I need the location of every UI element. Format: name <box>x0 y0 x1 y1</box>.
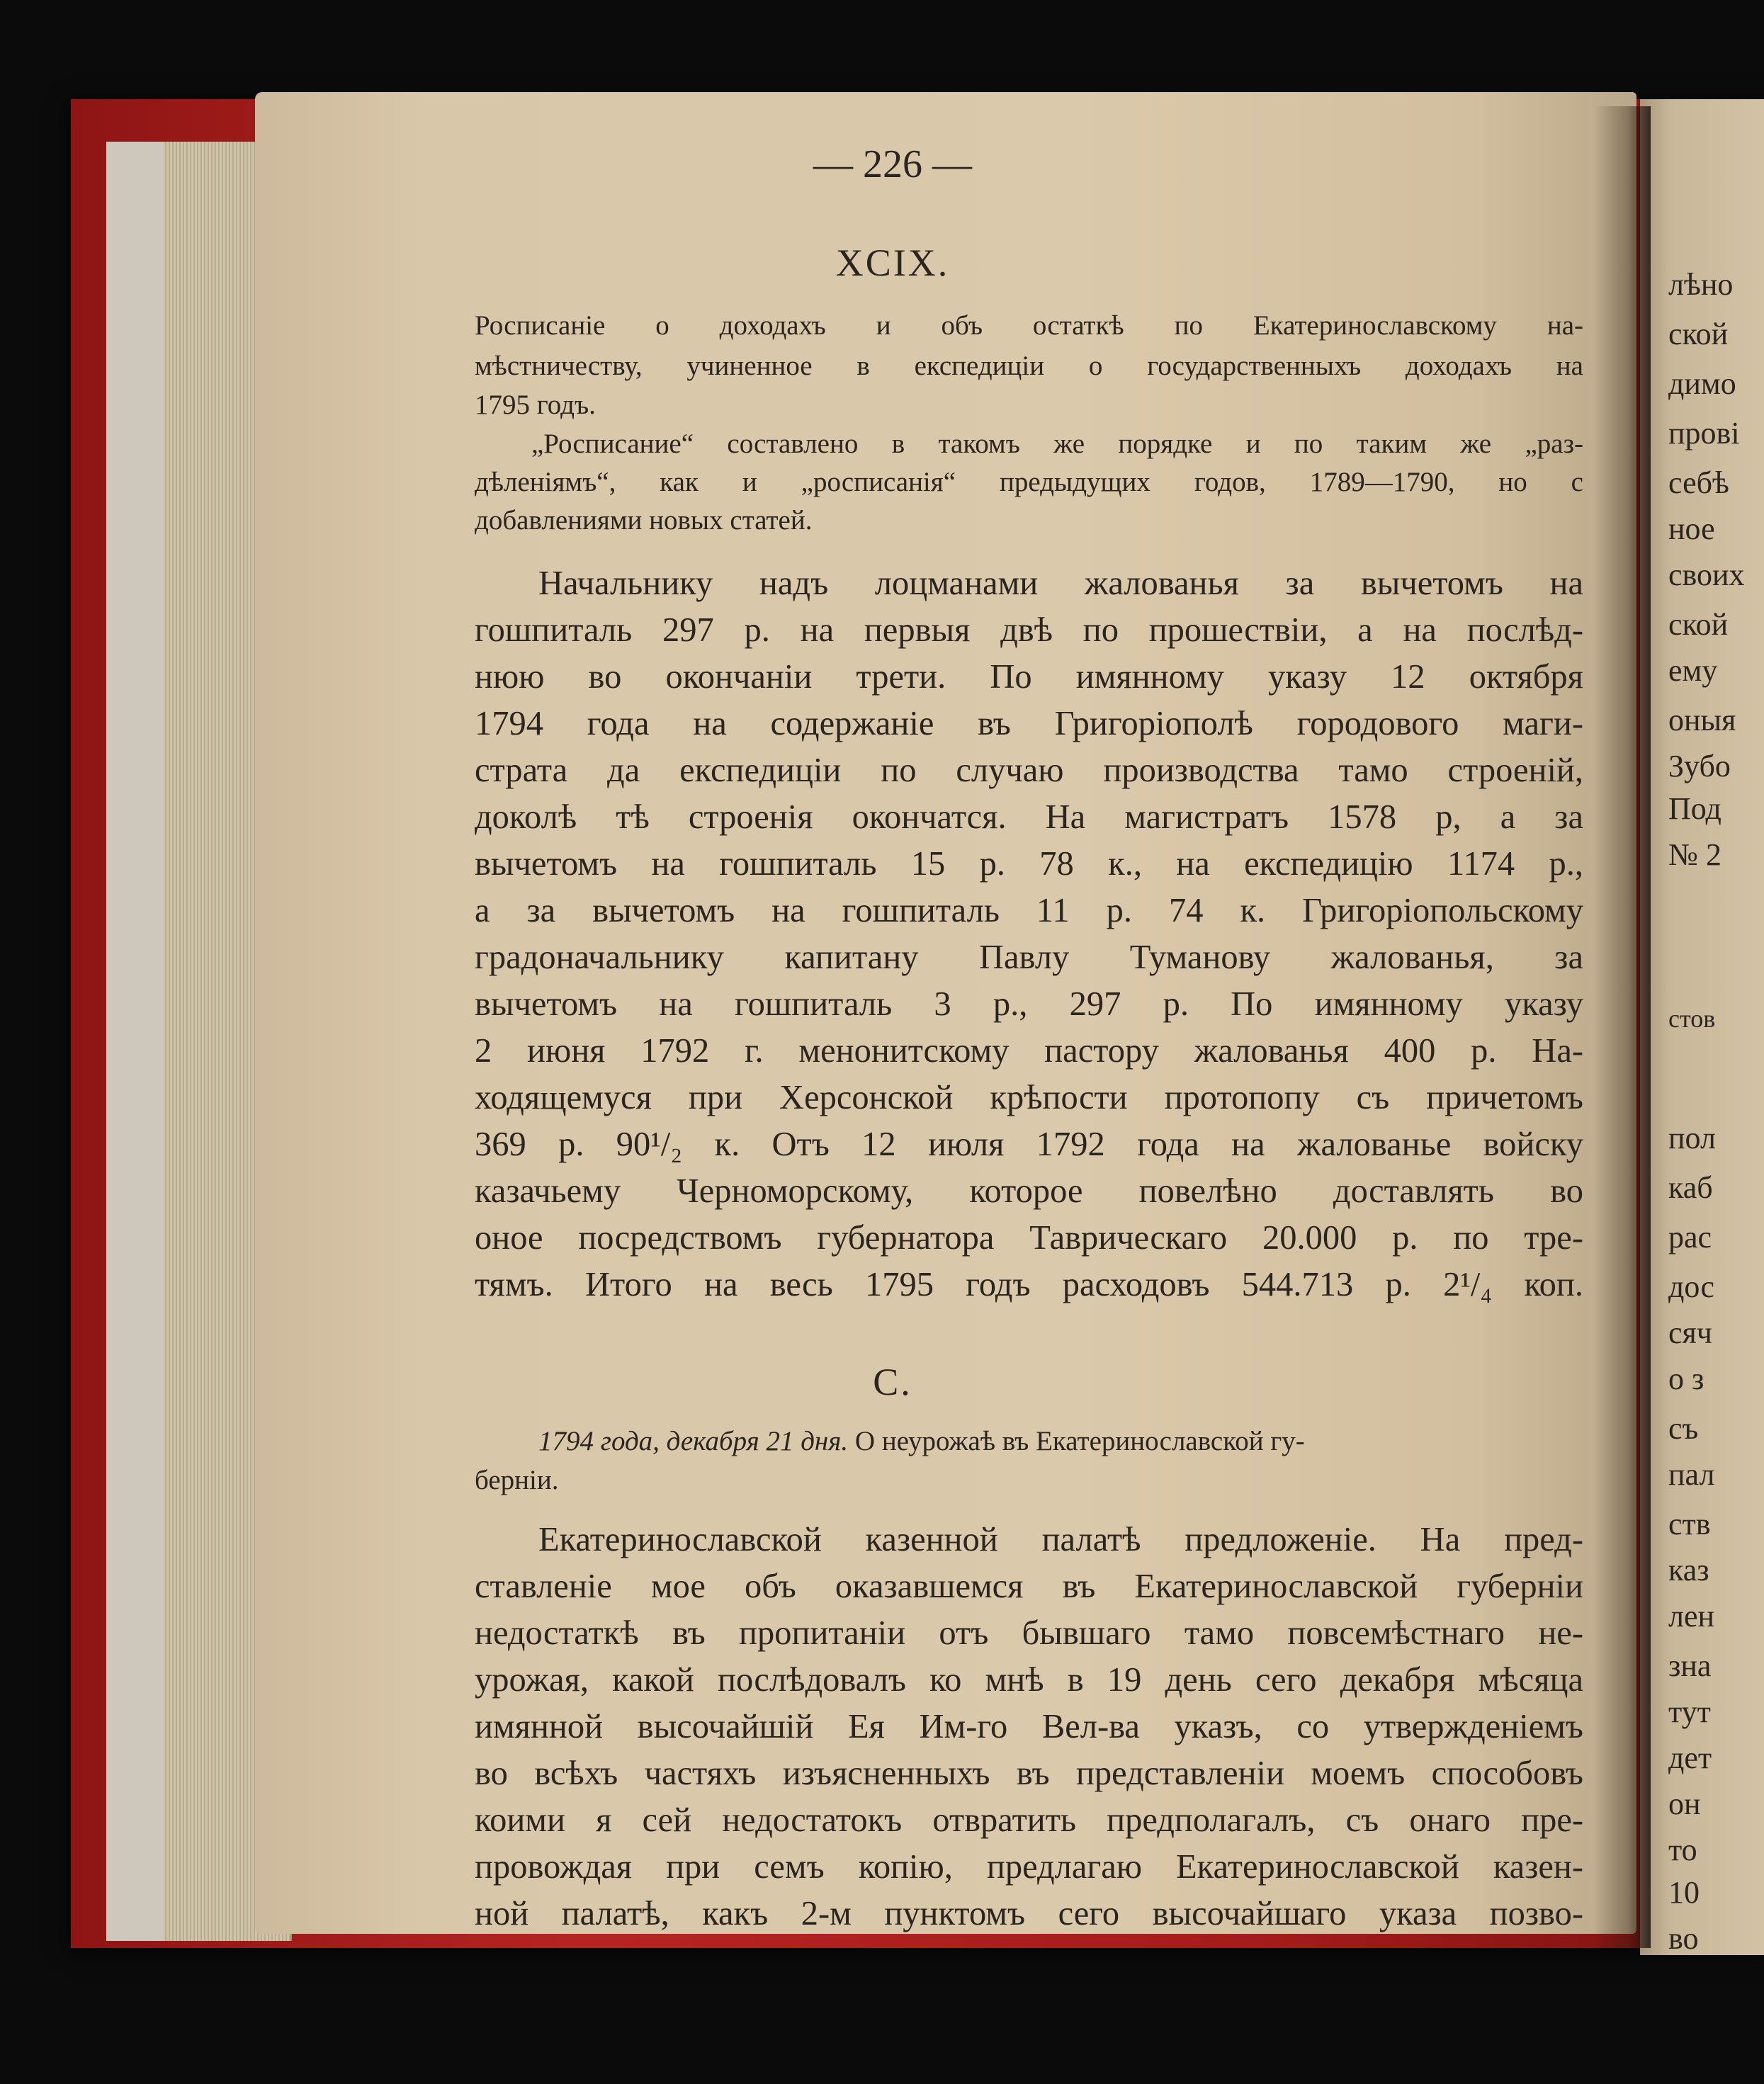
facing-page-fragment: пол <box>1668 1121 1716 1155</box>
body-line: Начальнику надъ лоцманами жалованья за вычетомъ на <box>538 565 1583 602</box>
note-line: дѣленіямъ“, как и „росписанія“ предыдущих годов, 1789—1790, но с <box>475 467 1583 497</box>
body-line: недостаткѣ въ пропитаніи отъ бывшаго тамо повсемѣстнаго не- <box>475 1614 1583 1652</box>
facing-page-fragment: прові <box>1668 416 1740 451</box>
body-line: тямъ. Итого на весь 1795 годъ расходовъ 544.713 р. 2¹/₄ коп. <box>475 1266 1583 1303</box>
body-line: 2 июня 1792 г. менонитскому пастору жалованья 400 р. На- <box>475 1032 1583 1070</box>
body-line: нюю во окончаніи трети. По имянному указу 12 октября <box>475 658 1583 696</box>
facing-page-fragment: 10 <box>1668 1875 1700 1910</box>
body-line: ходящемуся при Херсонской крѣпости протопопу съ причетомъ <box>475 1079 1583 1116</box>
facing-page-fragment: он <box>1668 1786 1701 1821</box>
facing-page <box>1640 99 1764 1955</box>
facing-page-fragment: ской <box>1668 317 1729 351</box>
facing-page-fragment: оныя <box>1668 703 1736 737</box>
facing-page-fragment: то <box>1668 1833 1697 1867</box>
summary-line: берніи. <box>475 1465 559 1495</box>
facing-page-fragment: Под <box>1668 791 1721 826</box>
body-line: гошпиталь 297 р. на первыя двѣ по прошествіи, а на послѣд- <box>475 611 1583 649</box>
facing-page-fragment: о з <box>1668 1361 1704 1396</box>
page-gutter-shadow <box>1594 106 1651 1948</box>
facing-page-fragment: дет <box>1668 1740 1712 1775</box>
document-date: 1794 года, декабря 21 дня. <box>538 1426 849 1456</box>
book-page <box>255 92 1636 1934</box>
page-edges-shadow <box>106 142 163 1941</box>
section-heading: С. <box>873 1361 912 1403</box>
facing-page-fragment: дос <box>1668 1269 1715 1304</box>
facing-page-fragment: пал <box>1668 1457 1715 1492</box>
body-line: ной палатѣ, какъ 2-м пунктомъ сего высочайшаго указа позво- <box>475 1895 1583 1932</box>
facing-page-fragment: тут <box>1668 1694 1711 1729</box>
facing-page-fragment: съ <box>1668 1411 1699 1446</box>
body-line: урожая, какой послѣдовалъ ко мнѣ в 19 день сего декабря мѣсяца <box>475 1661 1583 1699</box>
body-line: 369 р. 90¹/₂ к. Отъ 12 июля 1792 года на жалованье войску <box>475 1126 1583 1163</box>
body-line: провождая при семъ копію, предлагаю Екатеринославской казен- <box>475 1848 1583 1886</box>
facing-page-fragment: каз <box>1668 1553 1709 1587</box>
summary-line <box>538 1427 1305 1455</box>
facing-page-fragment: сяч <box>1668 1315 1712 1350</box>
body-line: вычетомъ на гошпиталь 3 р., 297 р. По имянному указу <box>475 985 1583 1023</box>
body-line: имянной высочайшій Ея Им-го Вел-ва указъ, со утвержденіемъ <box>475 1708 1583 1745</box>
summary-line: Росписаніе о доходахъ и объ остаткѣ по Екатеринославскому на- <box>475 310 1583 341</box>
facing-page-fragment: зна <box>1668 1648 1712 1683</box>
facing-page-fragment: лен <box>1668 1599 1715 1633</box>
body-line: казачьему Черноморскому, которое повелѣно доставлять во <box>475 1172 1583 1210</box>
facing-page-fragment: лѣно <box>1668 267 1734 302</box>
facing-page-fragment: во <box>1668 1921 1699 1955</box>
body-line: оное посредствомъ губернатора Таврическаго 20.000 р. по тре- <box>475 1219 1583 1257</box>
page-number: — 226 — <box>813 142 972 186</box>
section-heading: XCIX. <box>835 242 950 284</box>
body-line: вычетомъ на гошпиталь 15 р. 78 к., на експедицію 1174 р., <box>475 845 1583 883</box>
facing-page-fragment: каб <box>1668 1170 1713 1205</box>
facing-page-fragment: № 2 <box>1668 837 1721 872</box>
facing-page-fragment: себѣ <box>1668 465 1729 500</box>
body-line: градоначальнику капитану Павлу Туманову жалованья, за <box>475 939 1583 976</box>
summary-line: мѣстничеству, учиненное в експедиціи о государственныхъ доходахъ на <box>475 351 1583 381</box>
summary-text: О неурожаѣ въ Екатеринославской гу- <box>848 1426 1305 1456</box>
note-line: „Росписание“ составлено в такомъ же порядке и по таким же „раз- <box>531 429 1583 459</box>
facing-page-fragment: ств <box>1668 1507 1711 1541</box>
facing-page-fragment: рас <box>1668 1220 1712 1255</box>
facing-page-fragment: Зубо <box>1668 749 1731 783</box>
body-line: 1794 года на содержаніе въ Григоріополѣ городового маги- <box>475 705 1583 742</box>
body-line: ставленіе мое объ оказавшемся въ Екатеринославской губерніи <box>475 1568 1583 1605</box>
facing-page-fragment: стов <box>1668 1004 1716 1033</box>
body-line: во всѣхъ частяхъ изъясненныхъ въ представленіи моемъ способовъ <box>475 1755 1583 1792</box>
body-line: страта да експедиціи по случаю производства тамо строеній, <box>475 752 1583 789</box>
facing-page-fragment: ской <box>1668 607 1729 642</box>
facing-page-fragment: ное <box>1668 511 1715 546</box>
note-line: добавлениями новых статей. <box>475 505 813 536</box>
body-line: а за вычетомъ на гошпиталь 11 р. 74 к. Григоріопольскому <box>475 892 1583 929</box>
facing-page-fragment: димо <box>1668 366 1736 401</box>
facing-page-fragment: своих <box>1668 557 1745 592</box>
body-line: Екатеринославской казенной палатѣ предложеніе. На пред- <box>538 1521 1583 1558</box>
facing-page-fragment: ему <box>1668 653 1718 688</box>
body-line: коими я сей недостатокъ отвратить предполагалъ, съ онаго пре- <box>475 1801 1583 1839</box>
summary-line: 1795 годъ. <box>475 390 596 420</box>
body-line: доколѣ тѣ строенія окончатся. На магистратъ 1578 р, а за <box>475 798 1583 836</box>
